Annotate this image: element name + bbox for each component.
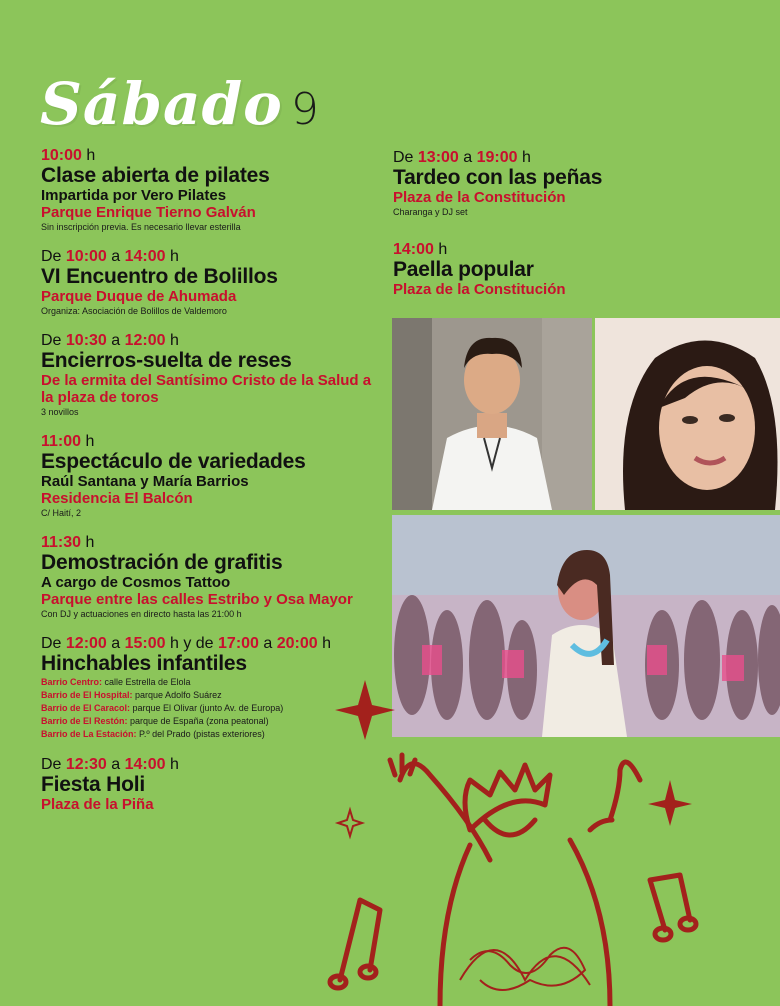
time-prefix: De — [393, 149, 418, 166]
location-name: parque Adolfo Suárez — [132, 690, 222, 700]
event-note: 3 novillos — [41, 407, 79, 417]
start-time: 11:30 — [41, 534, 82, 551]
day-number: 9 — [290, 84, 319, 135]
event-place: Parque entre las calles Estribo y Osa Mayor — [41, 591, 353, 608]
event-title: Espectáculo de variedades — [41, 450, 306, 473]
event-title: Demostración de grafitis — [41, 551, 283, 574]
location-item — [41, 715, 381, 728]
time-mid: a — [458, 149, 477, 166]
event-title: Tardeo con las peñas — [393, 166, 603, 189]
location-name: parque El Olivar (junto Av. de Europa) — [130, 703, 284, 713]
time-mid: a — [106, 756, 125, 773]
event-time — [393, 240, 763, 259]
event-title: Encierros-suelta de reses — [41, 349, 292, 372]
time-suffix: h — [517, 149, 531, 166]
time-suffix: h — [165, 248, 179, 265]
start-time-2: 17:00 — [218, 635, 259, 652]
location-item — [41, 728, 381, 741]
event-note: Charanga y DJ set — [393, 207, 468, 217]
event-hinchables — [41, 634, 381, 741]
event-time — [393, 148, 763, 167]
location-list — [41, 676, 381, 741]
time-mid: a — [106, 332, 125, 349]
time-mid: a — [106, 248, 125, 265]
time-suffix: h — [81, 534, 95, 551]
location-item — [41, 702, 381, 715]
event-tardeo — [393, 148, 763, 218]
time-suffix: h — [433, 241, 448, 258]
start-time: 10:00 — [65, 248, 107, 265]
event-time — [41, 634, 381, 653]
event-grafitis — [41, 533, 381, 620]
time-prefix: De — [41, 248, 66, 265]
time-suffix: h y de — [165, 635, 219, 652]
photo-performer-man — [392, 318, 592, 510]
start-time: 10:00 — [41, 147, 82, 164]
event-paella — [393, 240, 763, 298]
time-suffix: h — [165, 332, 179, 349]
time-suffix: h — [81, 147, 96, 164]
photo-performer-woman — [595, 318, 780, 510]
barrio-name: Barrio Centro: — [41, 677, 103, 687]
event-time — [41, 533, 381, 552]
event-place: De la ermita del Santísimo Cristo de la Salud a la plaza de toros — [41, 372, 372, 406]
barrio-name: Barrio de El Caracol: — [41, 703, 131, 713]
left-column — [41, 146, 381, 827]
event-title: Clase abierta de pilates — [41, 164, 270, 187]
end-time: 12:00 — [124, 332, 166, 349]
location-item — [41, 689, 381, 702]
start-time: 12:30 — [65, 756, 107, 773]
event-variedades — [41, 432, 381, 519]
end-time-2: 20:00 — [276, 635, 318, 652]
start-time: 14:00 — [393, 241, 434, 258]
start-time: 11:00 — [41, 433, 82, 450]
event-subtitle: Impartida por Vero Pilates — [41, 187, 227, 204]
event-subtitle: Raúl Santana y María Barrios — [41, 473, 249, 490]
day-header — [40, 70, 319, 138]
end-time: 15:00 — [124, 635, 166, 652]
barrio-name: Barrio de La Estación: — [41, 729, 137, 739]
event-place: Plaza de la Constitución — [393, 189, 566, 206]
start-time: 12:00 — [65, 635, 107, 652]
end-time: 14:00 — [124, 756, 166, 773]
event-title: VI Encuentro de Bolillos — [41, 265, 278, 288]
event-note: C/ Haití, 2 — [41, 508, 82, 518]
barrio-name: Barrio de El Hospital: — [41, 690, 133, 700]
event-place: Parque Enrique Tierno Galván — [41, 204, 256, 221]
time-prefix: De — [41, 635, 66, 652]
end-time: 19:00 — [476, 149, 518, 166]
time-suffix: h — [165, 756, 179, 773]
event-pilates — [41, 146, 381, 233]
time-mid-2: a — [258, 635, 277, 652]
event-place: Parque Duque de Ahumada — [41, 288, 237, 305]
event-place: Plaza de la Piña — [41, 796, 154, 813]
barrio-name: Barrio de El Restón: — [41, 716, 128, 726]
right-column — [393, 148, 763, 312]
start-time: 10:30 — [65, 332, 107, 349]
event-bolillos — [41, 247, 381, 317]
day-name: Sábado — [40, 70, 283, 138]
event-holi — [41, 755, 381, 813]
event-title: Hinchables infantiles — [41, 652, 247, 675]
event-place: Plaza de la Constitución — [393, 281, 566, 298]
event-title: Fiesta Holi — [41, 773, 145, 796]
location-item — [41, 676, 381, 689]
event-note: Organiza: Asociación de Bolillos de Valdemoro — [41, 306, 227, 316]
event-time — [41, 247, 381, 266]
event-note: Con DJ y actuaciones en directo hasta las 21:00 h — [41, 609, 242, 619]
location-name: calle Estrella de Elola — [102, 677, 191, 687]
end-time: 14:00 — [124, 248, 166, 265]
event-time — [41, 755, 381, 774]
event-title: Paella popular — [393, 258, 534, 281]
event-time — [41, 146, 381, 165]
event-note: Sin inscripción previa. Es necesario llevar esterilla — [41, 222, 241, 232]
photo-holi-festival — [392, 515, 780, 737]
event-time — [41, 432, 381, 451]
event-time — [41, 331, 381, 350]
event-subtitle: A cargo de Cosmos Tattoo — [41, 574, 231, 591]
start-time: 13:00 — [417, 149, 459, 166]
time-suffix: h — [81, 433, 95, 450]
time-suffix-2: h — [317, 635, 332, 652]
event-place: Residencia El Balcón — [41, 490, 193, 507]
event-encierros — [41, 331, 381, 418]
location-name: P.º del Prado (pistas exteriores) — [136, 729, 265, 739]
location-name: parque de España (zona peatonal) — [127, 716, 269, 726]
time-mid: a — [106, 635, 125, 652]
time-prefix: De — [41, 756, 66, 773]
time-prefix: De — [41, 332, 66, 349]
